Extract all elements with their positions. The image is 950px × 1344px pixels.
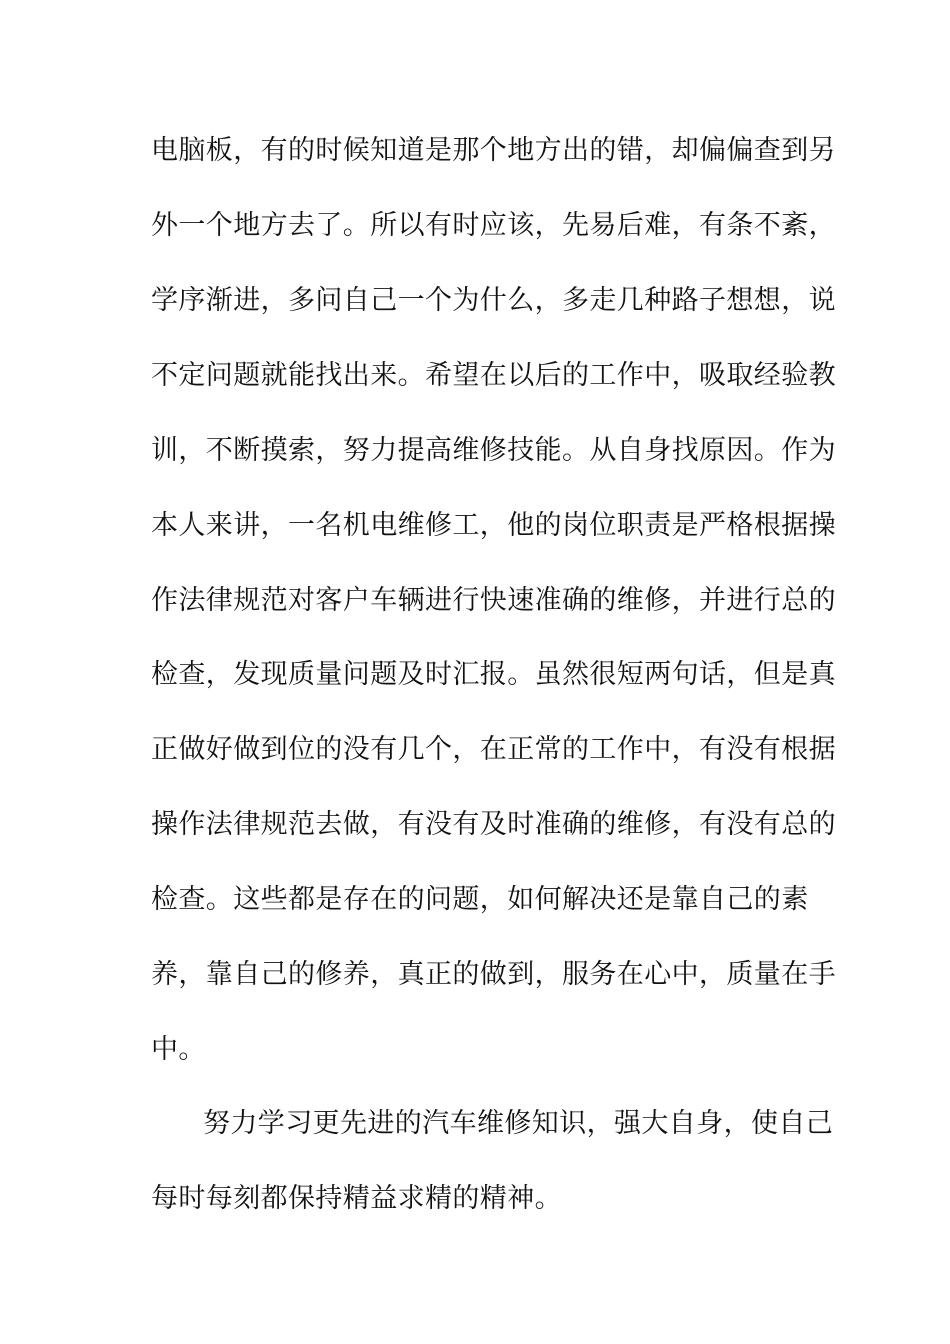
- paragraph-1-line-13: 中。: [151, 1034, 206, 1065]
- paragraph-1-line-6: 本人来讲，一名机电维修工，他的岗位职责是严格根据操: [151, 510, 836, 541]
- paragraph-2-line-1: 努力学习更先进的汽车维修知识，强大自身，使自己: [203, 1108, 834, 1139]
- paragraph-1-line-10: 操作法律规范去做，有没有及时准确的维修，有没有总的: [151, 809, 836, 840]
- paragraph-1-line-4: 不定问题就能找出来。希望在以后的工作中，吸取经验教: [151, 360, 836, 391]
- paragraph-1-line-5: 训，不断摸索，努力提高维修技能。从自身找原因。作为: [151, 435, 836, 466]
- paragraph-1-line-8: 检查，发现质量问题及时汇报。虽然很短两句话，但是真: [151, 659, 836, 690]
- paragraph-1-line-2: 外一个地方去了。所以有时应该，先易后难，有条不紊，: [151, 210, 836, 241]
- paragraph-1-line-9: 正做好做到位的没有几个，在正常的工作中，有没有根据: [151, 734, 836, 765]
- paragraph-1-line-12: 养，靠自己的修养，真正的做到，服务在心中，质量在手: [151, 959, 836, 990]
- paragraph-1-line-1: 电脑板，有的时候知道是那个地方出的错，却偏偏查到另: [151, 135, 836, 166]
- paragraph-1-line-7: 作法律规范对客户车辆进行快速准确的维修，并进行总的: [151, 585, 836, 616]
- paragraph-1-line-11: 检查。这些都是存在的问题，如何解决还是靠自己的素: [151, 884, 809, 915]
- paragraph-1-line-3: 学序渐进，多问自己一个为什么，多走几种路子想想，说: [151, 285, 836, 316]
- paragraph-2-line-2: 每时每刻都保持精益求精的精神。: [151, 1183, 562, 1214]
